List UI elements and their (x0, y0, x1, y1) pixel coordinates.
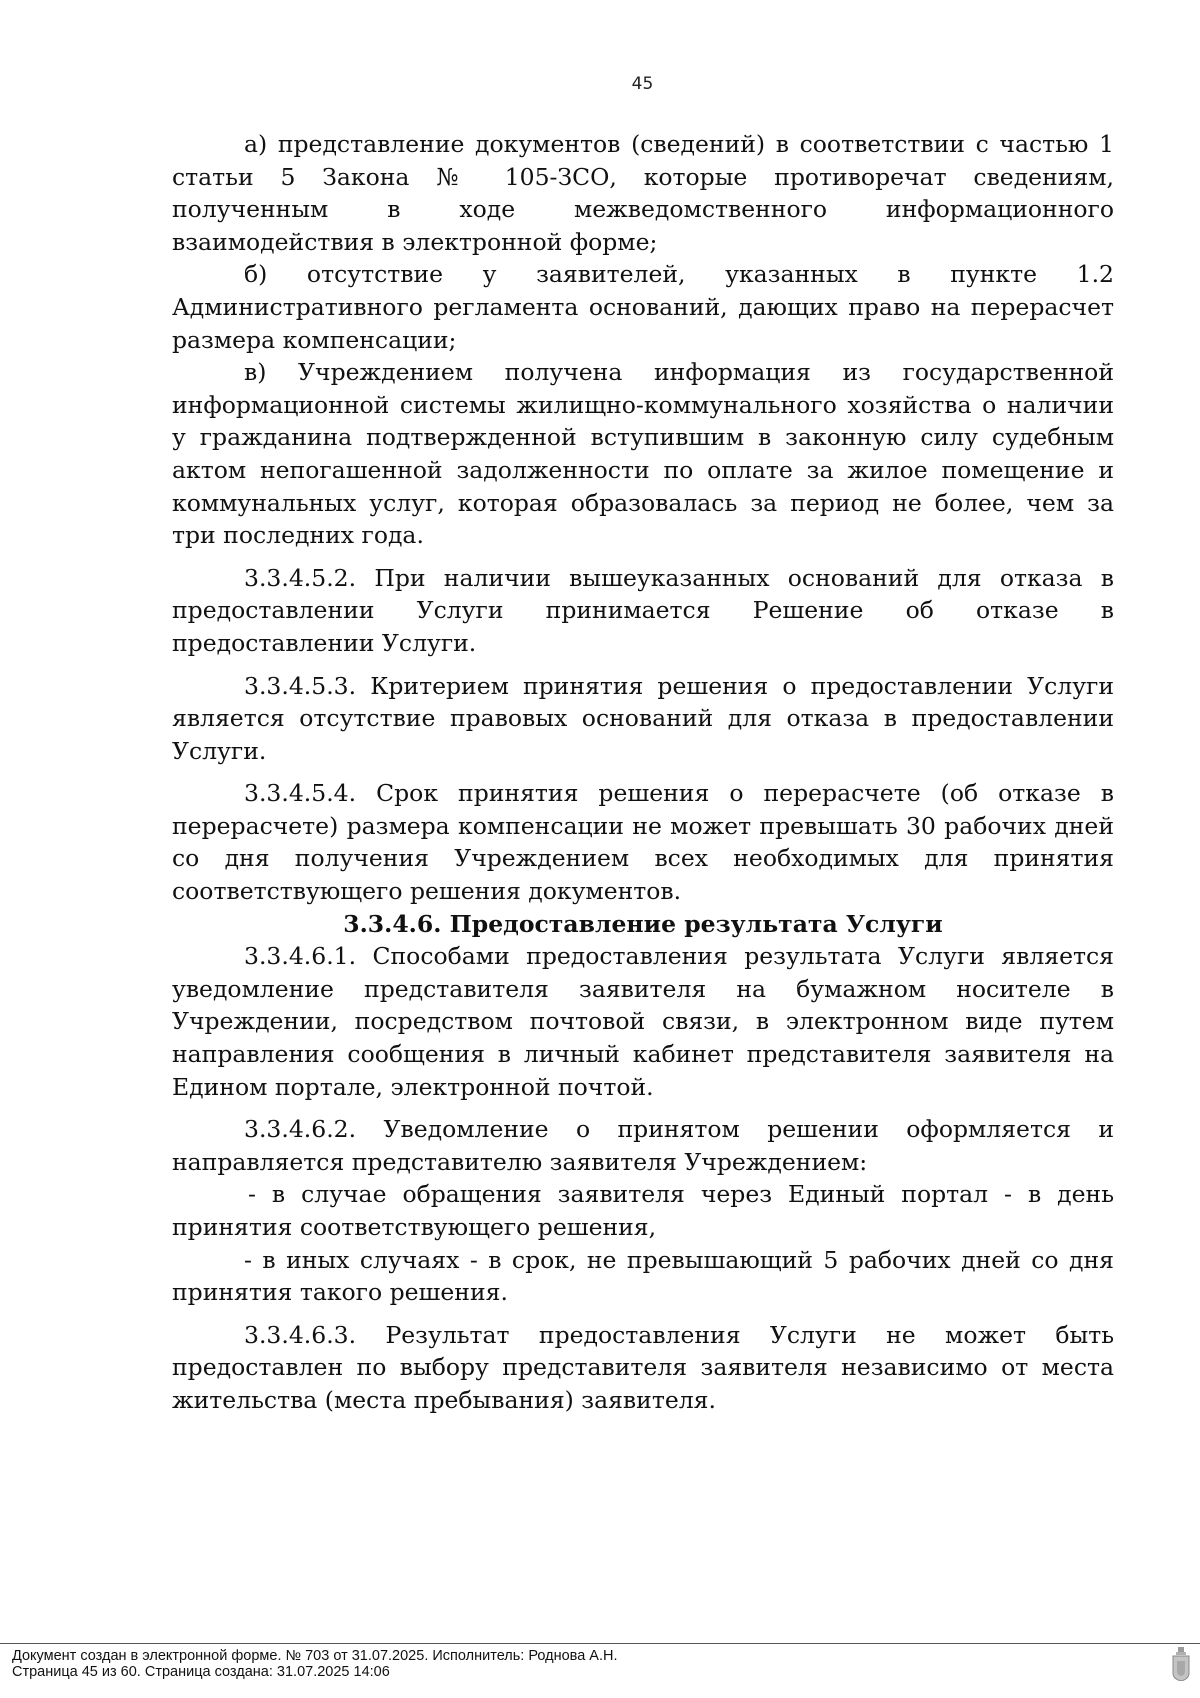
paragraph-v: в) Учреждением получена информация из государственной информационной системы жилищно-коммунального хозяйства о наличии у гражданина подтвержденной вступившим в законную силу судебным актом непогашенной задолженности по оплате за жилое помещение и коммунальных услуг, которая образовалась за период не более, чем за три последних года. (172, 358, 1114, 550)
paragraph-3-3-4-6-1: 3.3.4.6.1. Способами предоставления результата Услуги является уведомление представителя заявителя на бумажном носителе в Учреждении, посредством почтовой связи, в электронном виде путем направления сообщения в личный кабинет представителя заявителя на Едином портале, электронной почтой. (172, 942, 1114, 1101)
paragraph-b: б) отсутствие у заявителей, указанных в пункте 1.2 Административного регламента оснований, дающих право на перерасчет размера компенсации; (172, 260, 1114, 354)
paragraph-3-3-4-6-2: 3.3.4.6.2. Уведомление о принятом решении оформляется и направляется представителю заявителя Учреждением: (172, 1115, 1114, 1176)
document-body (172, 128, 1114, 1417)
paragraph-a: а) представление документов (сведений) в соответствии с частью 1 статьи 5 Закона № 105-ЗСО, которые противоречат сведениям, полученным в ходе межведомственного информационного взаимодействия в электронной форме; (172, 130, 1114, 256)
list-item-other-cases: - в иных случаях - в срок, не превышающий 5 рабочих дней со дня принятия такого решения. (172, 1245, 1114, 1307)
footer-divider (0, 1643, 1200, 1644)
footer-line-document: Документ создан в электронной форме. № 703 от 31.07.2025. Исполнитель: Роднова А.Н. (12, 1648, 618, 1664)
footer (12, 1648, 618, 1680)
paragraph-3-3-4-6-3: 3.3.4.6.3. Результат предоставления Услуги не может быть предоставлен по выбору представителя заявителя независимо от места жительства (места пребывания) заявителя. (172, 1320, 1114, 1414)
section-heading: 3.3.4.6. Предоставление результата Услуги (343, 909, 943, 938)
footer-line-page: Страница 45 из 60. Страница создана: 31.07.2025 14:06 (12, 1664, 390, 1680)
paragraph-3-3-4-5-2: 3.3.4.5.2. При наличии вышеуказанных оснований для отказа в предоставлении Услуги принимается Решение об отказе в предоставлении Услуги. (172, 563, 1114, 657)
page-number: 45 (631, 74, 654, 94)
coat-of-arms-icon (1172, 1647, 1190, 1681)
paragraph-3-3-4-5-4: 3.3.4.5.4. Срок принятия решения о перерасчете (об отказе в перерасчете) размера компенсации не может превышать 30 рабочих дней со дня получения Учреждением всех необходимых для принятия соответствующего решения документов. (172, 779, 1114, 906)
list-item-portal: - в случае обращения заявителя через Единый портал - в день принятия соответствующего решения, (172, 1180, 1114, 1241)
paragraph-3-3-4-5-3: 3.3.4.5.3. Критерием принятия решения о предоставлении Услуги является отсутствие правовых оснований для отказа в предоставлении Услуги. (172, 671, 1114, 765)
